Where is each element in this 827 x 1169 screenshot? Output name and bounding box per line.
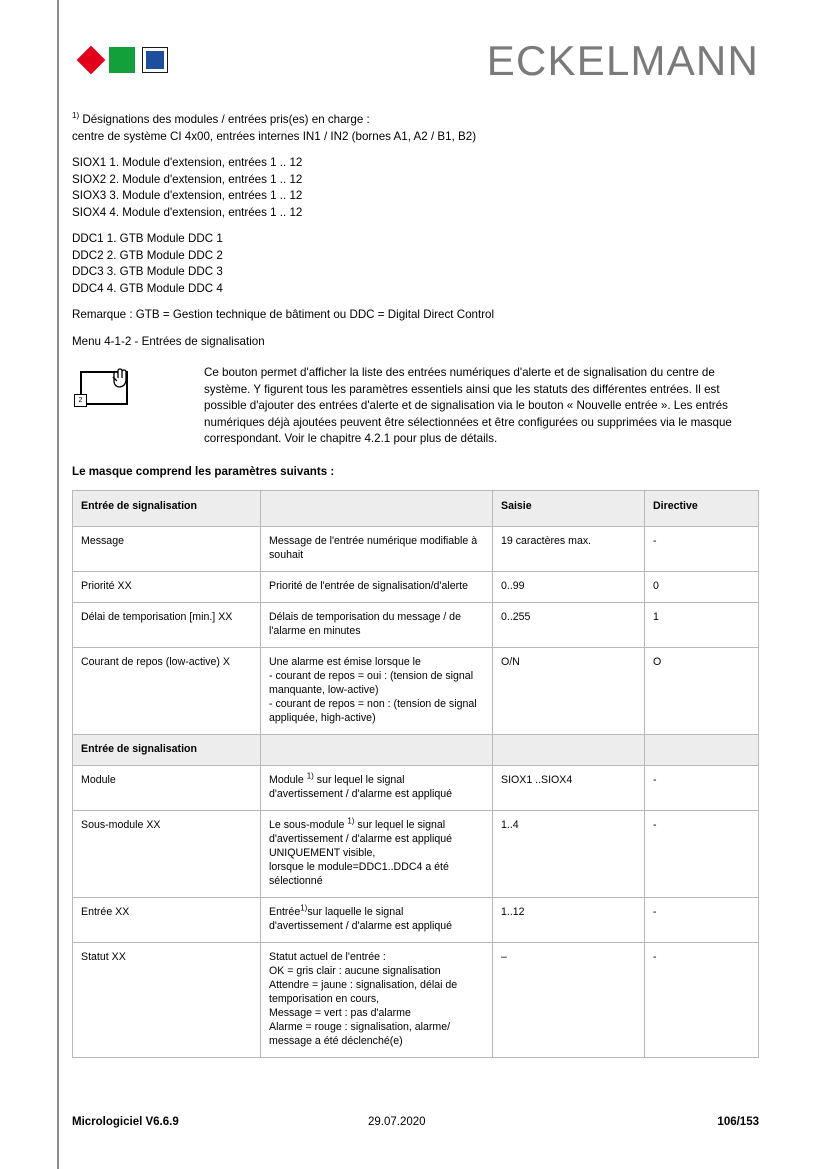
- button-description-text: [72, 365, 758, 448]
- cell-input: 1..4: [493, 811, 645, 898]
- cell-directive: 0: [645, 572, 759, 603]
- remark-text: Remarque : GTB = Gestion technique de bâtiment ou DDC = Digital Direct Control: [72, 308, 495, 321]
- cell-parameter: Délai de temporisation [min.] XX: [73, 603, 261, 648]
- cell-directive: -: [645, 898, 759, 943]
- table-row: [73, 898, 759, 943]
- button-description-paragraph: Ce bouton permet d'afficher la liste des entrées numériques d'alerte et de signalisation du centre de système. Y figurent tous les paramètres essentiels ainsi que les statuts des différentes entrées. Il est possible d'ajouter des entrées d'alerte et de signalisation via le bouton « Nouvelle entrée ». Les entrés numériques déjà ajoutées peuvent être sélectionnées et être configurées ou supprimées via le masque correspondant. Voir le chapitre 4.2.1 pour plus de détails.: [204, 366, 732, 445]
- footnote-line-2: centre de système CI 4x00, entrées internes IN1 / IN2 (bornes A1, A2 / B1, B2): [72, 129, 477, 143]
- eckelmann-logo: [76, 44, 176, 78]
- cell-parameter: Sous-module XX: [73, 811, 261, 898]
- cell-description: Message de l'entrée numérique modifiable à souhait: [261, 527, 493, 572]
- hand-cursor-icon: [110, 367, 132, 389]
- logo-red-diamond: [77, 46, 106, 75]
- cell-input: 0..255: [493, 603, 645, 648]
- cell-description: Module $^{1)}$ sur lequel le signal d'avertissement / d'alarme est appliqué: [261, 766, 493, 811]
- cell-directive: -: [645, 527, 759, 572]
- table-section-row: [73, 735, 759, 766]
- logo-blue-square: [142, 47, 168, 73]
- footer-firmware-version: Micrologiciel V6.6.9: [72, 1116, 179, 1128]
- table-row: [73, 811, 759, 898]
- cell-description: [261, 735, 493, 766]
- cell-parameter: Entrée de signalisation: [73, 735, 261, 766]
- siox-item: SIOX1 1. Module d'extension, entrées 1 .. 12: [72, 156, 303, 169]
- cell-parameter: Module: [73, 766, 261, 811]
- cell-parameter: Message: [73, 527, 261, 572]
- footer-date: 29.07.2020: [368, 1116, 426, 1128]
- page-content: [72, 112, 758, 1058]
- ddc-list: [72, 231, 758, 297]
- table-body: [73, 527, 759, 1058]
- table-row: [73, 943, 759, 1058]
- cell-input: –: [493, 943, 645, 1058]
- column-header-directive: Directive: [645, 491, 759, 527]
- footer-page-number: 106/153: [717, 1116, 759, 1128]
- cell-input: [493, 735, 645, 766]
- siox-item: SIOX3 3. Module d'extension, entrées 1 .. 12: [72, 189, 303, 202]
- cell-input: 0..99: [493, 572, 645, 603]
- table-row: [73, 648, 759, 735]
- cell-description: Le sous-module $^{1)}$ sur lequel le signal d'avertissement / d'alarme est appliqué UNIQUEMENT visible, lorsque le module=DDC1..DDC4 a été sélectionné: [261, 811, 493, 898]
- signal-input-button-icon: [74, 367, 138, 407]
- cell-description: Statut actuel de l'entrée : OK = gris clair : aucune signalisation Attendre = jaune : signalisation, délai de temporisation en cours, Message = vert : pas d'alarme Alarme = rouge : signalisation, alarme/ message a été déclenché(e): [261, 943, 493, 1058]
- page-footer: [72, 1116, 759, 1136]
- left-margin-rule: [57, 0, 59, 1169]
- cell-directive: O: [645, 648, 759, 735]
- ddc-item: DDC3 3. GTB Module DDC 3: [72, 265, 223, 278]
- page-header: [72, 30, 759, 92]
- menu-reference: Menu 4-1-2 - Entrées de signalisation: [72, 334, 265, 348]
- table-row: [73, 603, 759, 648]
- footnote-marker: 1): [72, 111, 80, 121]
- siox-item: SIOX2 2. Module d'extension, entrées 1 .. 12: [72, 172, 303, 186]
- cell-input: SIOX1 ..SIOX4: [493, 766, 645, 811]
- cell-parameter: Statut XX: [73, 943, 261, 1058]
- siox-item: SIOX4 4. Module d'extension, entrées 1 .. 12: [72, 205, 303, 219]
- cell-parameter: Priorité XX: [73, 572, 261, 603]
- cell-directive: -: [645, 943, 759, 1058]
- footnote-line-1: Désignations des modules / entrées pris(es) en charge :: [79, 113, 370, 126]
- footnote-definition: [72, 112, 758, 145]
- cell-parameter: Entrée XX: [73, 898, 261, 943]
- table-row: [73, 527, 759, 572]
- cell-input: O/N: [493, 648, 645, 735]
- ddc-item: DDC4 4. GTB Module DDC 4: [72, 281, 223, 295]
- column-header-description: [261, 491, 493, 527]
- logo-green-square: [109, 47, 135, 73]
- column-header-parameter: Entrée de signalisation: [73, 491, 261, 527]
- column-header-input: Saisie: [493, 491, 645, 527]
- table-row: [73, 572, 759, 603]
- cell-parameter: Courant de repos (low-active) X: [73, 648, 261, 735]
- cell-directive: -: [645, 811, 759, 898]
- cell-description: Priorité de l'entrée de signalisation/d'alerte: [261, 572, 493, 603]
- brand-title: ECKELMANN: [486, 37, 759, 84]
- siox-list: [72, 155, 758, 221]
- cell-directive: [645, 735, 759, 766]
- cell-input: 19 caractères max.: [493, 527, 645, 572]
- table-row: [73, 766, 759, 811]
- cell-description: Entrée$^{1)}$sur laquelle le signal d'avertissement / d'alarme est appliqué: [261, 898, 493, 943]
- icon-badge-number: 2: [74, 394, 87, 407]
- parameters-table: [72, 490, 759, 1058]
- cell-description: Une alarme est émise lorsque le - courant de repos = oui : (tension de signal manquante, low-active) - courant de repos = non : (tension de signal appliquée, high-active): [261, 648, 493, 735]
- table-caption: Le masque comprend les paramètres suivants :: [72, 464, 335, 478]
- cell-directive: 1: [645, 603, 759, 648]
- table-header-row: [73, 491, 759, 527]
- button-description-block: [72, 365, 758, 448]
- ddc-item: DDC2 2. GTB Module DDC 2: [72, 248, 223, 262]
- cell-description: Délais de temporisation du message / de l'alarme en minutes: [261, 603, 493, 648]
- ddc-item: DDC1 1. GTB Module DDC 1: [72, 232, 223, 245]
- cell-directive: -: [645, 766, 759, 811]
- cell-input: 1..12: [493, 898, 645, 943]
